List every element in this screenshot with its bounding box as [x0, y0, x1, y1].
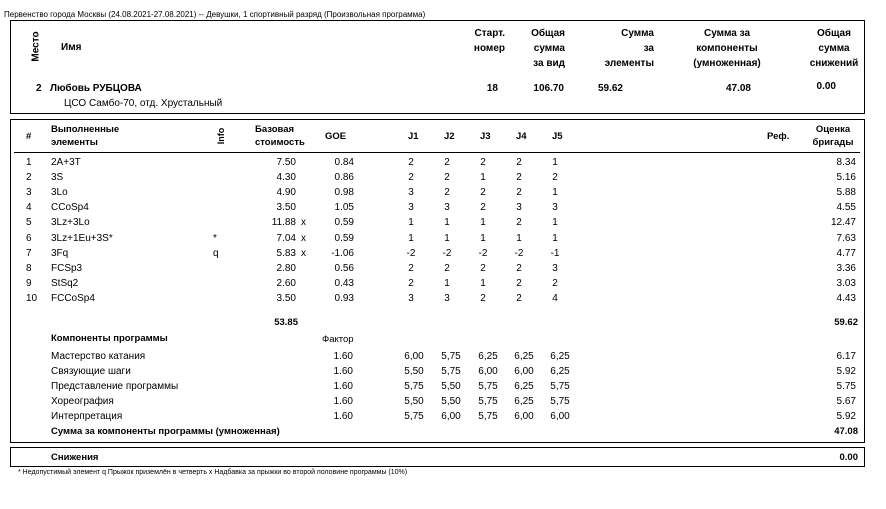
element-base-value: 2.80: [276, 262, 296, 274]
element-info: q: [213, 247, 219, 259]
base-total: 53.85: [274, 317, 298, 328]
element-bonus-mark: x: [301, 232, 306, 244]
element-judge-2: 1: [444, 277, 450, 289]
component-judge-4: 6,25: [514, 351, 534, 362]
element-row: [0, 233, 886, 248]
total-header: Общая сумма за вид: [531, 28, 565, 69]
component-name: Связующие шаги: [51, 366, 131, 377]
element-panel-score: 3.36: [836, 262, 856, 274]
element-row: [0, 248, 886, 263]
component-panel-score: 5.75: [836, 381, 856, 392]
element-goe: 0.98: [334, 187, 354, 199]
element-judge-3: 1: [480, 172, 486, 184]
element-judge-2: 2: [444, 262, 450, 274]
component-row: [0, 396, 886, 411]
element-judge-4: 2: [516, 187, 522, 199]
skater-deductions: 0.00: [816, 81, 836, 92]
element-number: 1: [26, 157, 32, 168]
component-factor: 1.60: [333, 396, 353, 407]
element-judge-3: 2: [480, 187, 486, 199]
component-judge-5: 5,75: [550, 381, 570, 392]
element-judge-4: 3: [516, 202, 522, 214]
info-header: Info: [216, 127, 226, 145]
element-judge-2: 2: [444, 187, 450, 199]
element-panel-score: 4.43: [836, 292, 856, 304]
element-bonus-mark: x: [301, 217, 306, 229]
element-name: 3S: [51, 172, 64, 184]
component-judge-1: 5,50: [404, 366, 424, 377]
skater-components-sum: 47.08: [725, 83, 751, 94]
component-judge-1: 5,75: [404, 411, 424, 422]
element-judge-4: 2: [516, 277, 522, 289]
place-header: Место: [30, 31, 42, 62]
element-row: [0, 187, 886, 202]
element-panel-score: 8.34: [836, 157, 856, 168]
component-judge-3: 5,75: [478, 396, 498, 407]
element-goe: 0.59: [334, 232, 354, 244]
element-row: [0, 172, 886, 187]
element-info: *: [213, 232, 217, 244]
component-judge-1: 5,50: [404, 396, 424, 407]
skater-elements-sum: 59.62: [597, 83, 623, 94]
base-header: Базовая стоимость: [255, 124, 305, 148]
element-bonus-mark: x: [301, 247, 306, 259]
component-judge-3: 6,25: [478, 351, 498, 362]
start-no-header: Старт. номер: [473, 28, 505, 54]
deductions-header: Общая сумма снижений: [809, 28, 859, 69]
element-judge-2: 2: [444, 157, 450, 168]
element-name: FCCoSp4: [51, 292, 95, 304]
component-factor: 1.60: [333, 366, 353, 377]
element-judge-1: -2: [406, 247, 416, 259]
component-panel-score: 6.17: [836, 351, 856, 362]
deductions-box: [10, 447, 865, 467]
elements-header: Выполненные элементы: [51, 124, 120, 148]
element-number: 10: [26, 292, 38, 304]
element-base-value: 3.50: [276, 202, 296, 214]
element-panel-score: 5.88: [836, 187, 856, 199]
element-base-value: 3.50: [276, 292, 296, 304]
element-number: 7: [26, 247, 32, 259]
element-row: [0, 263, 886, 278]
component-judge-4: 6,25: [514, 381, 534, 392]
skater-name: Любовь РУБЦОВА: [50, 83, 142, 94]
component-panel-score: 5.67: [836, 396, 856, 407]
footnote: * Недопустимый элемент q Прыжок приземлён в четверть x Надбавка за прыжки во второй половине программы (10%): [18, 469, 408, 476]
element-name: 3Fq: [51, 247, 69, 259]
element-judge-5: 1: [552, 187, 558, 199]
element-row: [0, 157, 886, 172]
element-judge-2: 2: [444, 172, 450, 184]
element-judge-5: 3: [552, 262, 558, 274]
component-panel-score: 5.92: [836, 411, 856, 422]
element-base-value: 5.83: [276, 247, 296, 259]
element-judge-4: 2: [516, 157, 522, 168]
element-row: [0, 293, 886, 308]
element-judge-1: 1: [408, 217, 414, 229]
element-base-value: 2.60: [276, 277, 296, 289]
element-panel-score: 7.63: [836, 232, 856, 244]
component-judge-3: 5,75: [478, 411, 498, 422]
element-judge-2: 1: [444, 217, 450, 229]
element-name: StSq2: [51, 277, 79, 289]
element-judge-1: 3: [408, 187, 414, 199]
element-number: 4: [26, 202, 32, 214]
components-title: Компоненты программы: [51, 333, 168, 344]
num-header: #: [26, 131, 32, 142]
element-number: 9: [26, 277, 32, 289]
element-judge-3: -2: [478, 247, 488, 259]
element-base-value: 7.04: [276, 232, 296, 244]
element-judge-5: -1: [550, 247, 560, 259]
components-sum-header: Сумма за компоненты (умноженная): [693, 28, 761, 69]
component-judge-2: 5,50: [441, 381, 461, 392]
component-row: [0, 351, 886, 366]
name-header: Имя: [61, 42, 82, 53]
element-judge-5: 3: [552, 202, 558, 214]
component-judge-2: 5,75: [441, 366, 461, 377]
element-name: 3Lz+3Lo: [51, 217, 90, 229]
component-judge-4: 6,25: [514, 396, 534, 407]
element-judge-4: 2: [516, 172, 522, 184]
element-name: FCSp3: [51, 262, 83, 274]
element-judge-3: 1: [480, 277, 486, 289]
element-judge-2: -2: [442, 247, 452, 259]
component-name: Представление программы: [51, 381, 179, 392]
component-judge-2: 5,75: [441, 351, 461, 362]
element-judge-3: 2: [480, 292, 486, 304]
judge-3-header: J3: [480, 131, 491, 142]
element-name: CCoSp4: [51, 202, 89, 214]
element-judge-4: 2: [516, 217, 522, 229]
element-judge-4: 1: [516, 232, 522, 244]
element-goe: 0.86: [334, 172, 354, 184]
element-judge-1: 2: [408, 172, 414, 184]
element-goe: 1.05: [334, 202, 354, 214]
component-judge-3: 5,75: [478, 381, 498, 392]
element-judge-3: 2: [480, 157, 486, 168]
component-judge-5: 5,75: [550, 396, 570, 407]
element-judge-5: 4: [552, 292, 558, 304]
element-base-value: 4.30: [276, 172, 296, 184]
panel-score-header: Оценка бригады: [812, 124, 854, 148]
component-name: Интерпретация: [51, 411, 123, 422]
component-judge-4: 6,00: [514, 366, 534, 377]
element-judge-3: 2: [480, 262, 486, 274]
element-judge-3: 2: [480, 202, 486, 214]
element-judge-5: 1: [552, 157, 558, 168]
component-judge-2: 5,50: [441, 396, 461, 407]
element-goe: 0.93: [334, 292, 354, 304]
component-row: [0, 366, 886, 381]
element-judge-1: 3: [408, 202, 414, 214]
component-factor: 1.60: [333, 351, 353, 362]
element-judge-1: 1: [408, 232, 414, 244]
element-judge-5: 2: [552, 277, 558, 289]
judge-2-header: J2: [444, 131, 455, 142]
element-judge-4: 2: [516, 292, 522, 304]
element-panel-score: 5.16: [836, 172, 856, 184]
component-panel-score: 5.92: [836, 366, 856, 377]
component-judge-5: 6,00: [550, 411, 570, 422]
element-base-value: 7.50: [276, 157, 296, 168]
judge-5-header: J5: [552, 131, 563, 142]
component-judge-5: 6,25: [550, 366, 570, 377]
header-divider: [14, 152, 860, 153]
elements-total: 59.62: [834, 317, 858, 328]
element-judge-3: 1: [480, 232, 486, 244]
element-number: 2: [26, 172, 32, 184]
deductions-value: 0.00: [839, 452, 858, 463]
skater-start-no: 18: [486, 83, 498, 94]
component-judge-1: 6,00: [404, 351, 424, 362]
component-factor: 1.60: [333, 411, 353, 422]
skater-total: 106.70: [533, 83, 564, 94]
element-judge-4: -2: [514, 247, 524, 259]
skater-club: ЦСО Самбо-70, отд. Хрустальный: [64, 98, 223, 109]
element-row: [0, 217, 886, 232]
component-judge-2: 6,00: [441, 411, 461, 422]
element-name: 2A+3T: [51, 157, 81, 168]
component-judge-1: 5,75: [404, 381, 424, 392]
element-name: 3Lz+1Eu+3S*: [51, 232, 113, 244]
component-judge-4: 6,00: [514, 411, 534, 422]
element-judge-2: 3: [444, 292, 450, 304]
element-judge-2: 1: [444, 232, 450, 244]
element-goe: 0.84: [334, 157, 354, 168]
component-factor: 1.60: [333, 381, 353, 392]
header-line: Первенство города Москвы (24.08.2021-27.08.2021) -- Девушки, 1 спортивный разряд (Произвольная программа): [4, 10, 426, 19]
component-name: Хореография: [51, 396, 114, 407]
element-goe: 0.43: [334, 277, 354, 289]
element-judge-4: 2: [516, 262, 522, 274]
element-number: 5: [26, 217, 32, 229]
goe-header: GOE: [325, 131, 347, 142]
element-panel-score: 4.77: [836, 247, 856, 259]
factor-label: Фактор: [322, 334, 354, 345]
ref-header: Реф.: [767, 131, 790, 142]
component-name: Мастерство катания: [51, 351, 146, 362]
element-goe: 0.59: [334, 217, 354, 229]
element-judge-5: 1: [552, 217, 558, 229]
skater-place: 2: [36, 83, 42, 94]
element-judge-1: 2: [408, 277, 414, 289]
element-judge-1: 2: [408, 262, 414, 274]
element-judge-3: 1: [480, 217, 486, 229]
element-goe: -1.06: [331, 247, 354, 259]
component-row: [0, 381, 886, 396]
deductions-label: Снижения: [51, 452, 99, 463]
components-total-label: Сумма за компоненты программы (умноженная): [51, 426, 280, 437]
element-number: 6: [26, 232, 32, 244]
components-total: 47.08: [834, 426, 858, 437]
element-row: [0, 278, 886, 293]
component-row: [0, 411, 886, 426]
element-judge-1: 3: [408, 292, 414, 304]
elements-sum-header: Сумма за элементы: [604, 28, 654, 69]
element-row: [0, 202, 886, 217]
element-panel-score: 4.55: [836, 202, 856, 214]
element-judge-5: 1: [552, 232, 558, 244]
component-judge-3: 6,00: [478, 366, 498, 377]
element-number: 3: [26, 187, 32, 199]
element-judge-1: 2: [408, 157, 414, 168]
element-judge-2: 3: [444, 202, 450, 214]
component-judge-5: 6,25: [550, 351, 570, 362]
element-base-value: 4.90: [276, 187, 296, 199]
element-base-value: 11.88: [271, 217, 296, 229]
element-goe: 0.56: [334, 262, 354, 274]
element-panel-score: 3.03: [836, 277, 856, 289]
element-panel-score: 12.47: [830, 217, 856, 229]
element-name: 3Lo: [51, 187, 68, 199]
element-judge-5: 2: [552, 172, 558, 184]
judge-1-header: J1: [408, 131, 419, 142]
judge-4-header: J4: [516, 131, 527, 142]
element-number: 8: [26, 262, 32, 274]
